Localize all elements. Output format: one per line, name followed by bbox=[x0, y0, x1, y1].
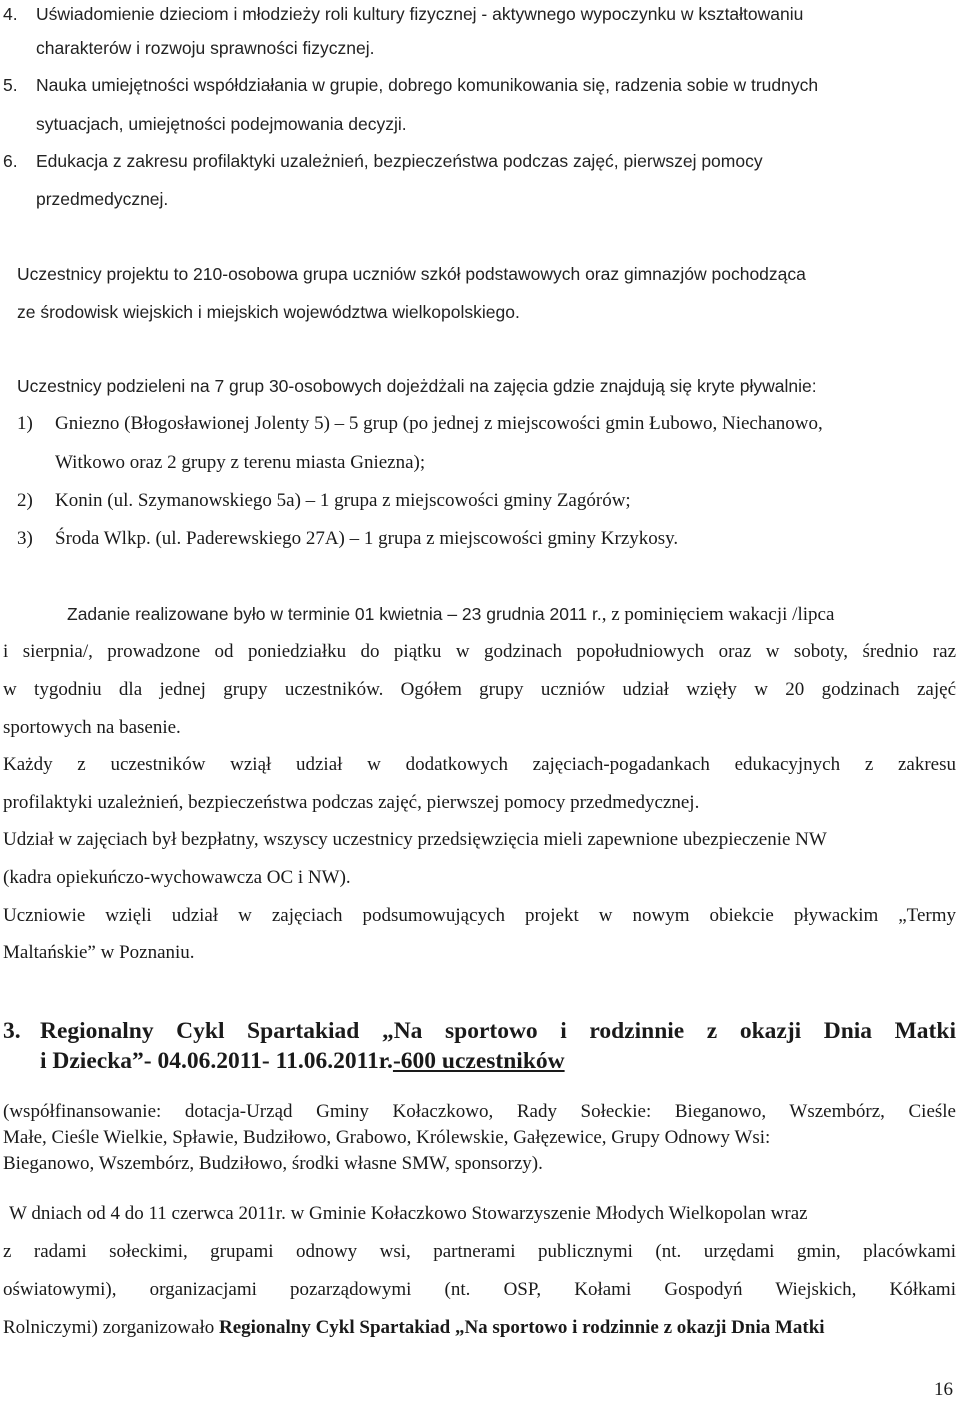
group-item-text: Witkowo oraz 2 grupy z terenu miasta Gniezna); bbox=[55, 452, 426, 473]
summary-text: Maltańskie” w Poznaniu. bbox=[3, 942, 195, 963]
participants-text: Uczestnicy projektu to 210-osobowa grupa uczniów szkół podstawowych oraz gimnazjów pochodząca bbox=[17, 264, 806, 284]
section-title bbox=[40, 1046, 565, 1076]
section-title-dates: i Dziecka”- 04.06.2011- 11.06.2011r. bbox=[40, 1048, 393, 1074]
list-number: 1) bbox=[17, 413, 33, 434]
section-title: Regionalny Cykl Spartakiad „Na sportowo i rodzinnie z okazji Dnia Matki bbox=[40, 1018, 956, 1044]
task-text: sportowych na basenie. bbox=[3, 717, 181, 738]
goal-item-text: charakterów i rozwoju sprawności fizycznej. bbox=[36, 38, 375, 58]
goal-item-text: sytuacjach, umiejętności podejmowania decyzji. bbox=[36, 114, 407, 134]
goal-item-text: Uświadomienie dzieciom i młodzieży roli kultury fizycznej - aktywnego wypoczynku w kształtowaniu bbox=[36, 4, 804, 24]
final-text: oświatowymi), organizacjami pozarządowymi (nt. OSP, Kołami Gospodyń Wiejskich, Kółkami bbox=[3, 1279, 956, 1300]
goal-item-text: przedmedycznej. bbox=[36, 189, 169, 209]
task-text: i sierpnia/, prowadzone od poniedziałku do piątku w godzinach popołudniowych oraz w soboty, średnio raz bbox=[3, 641, 956, 662]
free-text: (kadra opiekuńczo-wychowawcza OC i NW). bbox=[3, 867, 351, 888]
list-number: 4. bbox=[3, 4, 18, 24]
list-number: 5. bbox=[3, 75, 18, 95]
extra-text: Każdy z uczestników wziął udział w dodatkowych zajęciach-pogadankach edukacyjnych z zakresu bbox=[3, 754, 956, 775]
goal-item-text: Nauka umiejętności współdziałania w grupie, dobrego komunikowania się, radzenia sobie w trudnych bbox=[36, 75, 819, 95]
goal-item-text: Edukacja z zakresu profilaktyki uzależnień, bezpieczeństwa podczas zajęć, pierwszej pomocy bbox=[36, 151, 763, 171]
group-item-text: Gniezno (Błogosławionej Jolenty 5) – 5 grup (po jednej z miejscowości gmin Łubowo, Niechanowo, bbox=[55, 413, 823, 434]
final-text-bold: Regionalny Cykl Spartakiad „Na sportowo i rodzinnie z okazji Dnia Matki bbox=[218, 1317, 825, 1338]
task-text-rest: , z pominięciem wakacji /lipca bbox=[601, 604, 835, 625]
task-text bbox=[67, 602, 834, 627]
final-text bbox=[3, 1316, 825, 1340]
list-number: 6. bbox=[3, 151, 18, 171]
group-item-text: Konin (ul. Szymanowskiego 5a) – 1 grupa z miejscowości gminy Zagórów; bbox=[55, 490, 631, 511]
group-item-text: Środa Wlkp. (ul. Paderewskiego 27A) – 1 grupa z miejscowości gminy Krzykosy. bbox=[55, 528, 679, 549]
cofinancing-text: (współfinansowanie: dotacja-Urząd Gminy Kołaczkowo, Rady Sołeckie: Bieganowo, Wszembórz, Cieśle bbox=[3, 1101, 956, 1122]
extra-text: profilaktyki uzależnień, bezpieczeństwa podczas zajęć, pierwszej pomocy przedmedycznej. bbox=[3, 792, 700, 813]
list-number: 2) bbox=[17, 490, 33, 511]
cofinancing-text: Bieganowo, Wszembórz, Budziłowo, środki własne SMW, sponsorzy). bbox=[3, 1153, 543, 1174]
task-dates: Zadanie realizowane było w terminie 01 kwietnia – 23 grudnia 2011 r. bbox=[67, 604, 602, 624]
final-text-start: Rolniczymi) zorganizowało bbox=[3, 1317, 219, 1338]
participants-count: -600 uczestników bbox=[392, 1048, 565, 1074]
final-text: z radami sołeckimi, grupami odnowy wsi, partnerami publicznymi (nt. urzędami gmin, placówkami bbox=[3, 1241, 956, 1262]
final-text: W dniach od 4 do 11 czerwca 2011r. w Gminie Kołaczkowo Stowarzyszenie Młodych Wielkopolan wraz bbox=[9, 1203, 808, 1224]
task-text: w tygodniu dla jednej grupy uczestników. Ogółem grupy uczniów udział wzięły w 20 godzinach zajęć bbox=[3, 679, 956, 700]
groups-intro: Uczestnicy podzieleni na 7 grup 30-osobowych dojeżdżali na zajęcia gdzie znajdują się kryte pływalnie: bbox=[17, 376, 817, 396]
cofinancing-text: Małe, Cieśle Wielkie, Spławie, Budziłowo, Grabowo, Królewskie, Gałęzewice, Grupy Odnowy Wsi: bbox=[3, 1127, 771, 1148]
summary-text: Uczniowie wzięli udział w zajęciach podsumowujących projekt w nowym obiekcie pływackim „Termy bbox=[3, 905, 956, 926]
page-number: 16 bbox=[934, 1379, 953, 1400]
free-text: Udział w zajęciach był bezpłatny, wszyscy uczestnicy przedsięwzięcia mieli zapewnione ubezpieczenie NW bbox=[3, 829, 827, 850]
participants-text: ze środowisk wiejskich i miejskich województwa wielkopolskiego. bbox=[17, 302, 520, 322]
section-number: 3. bbox=[3, 1018, 21, 1044]
list-number: 3) bbox=[17, 528, 33, 549]
